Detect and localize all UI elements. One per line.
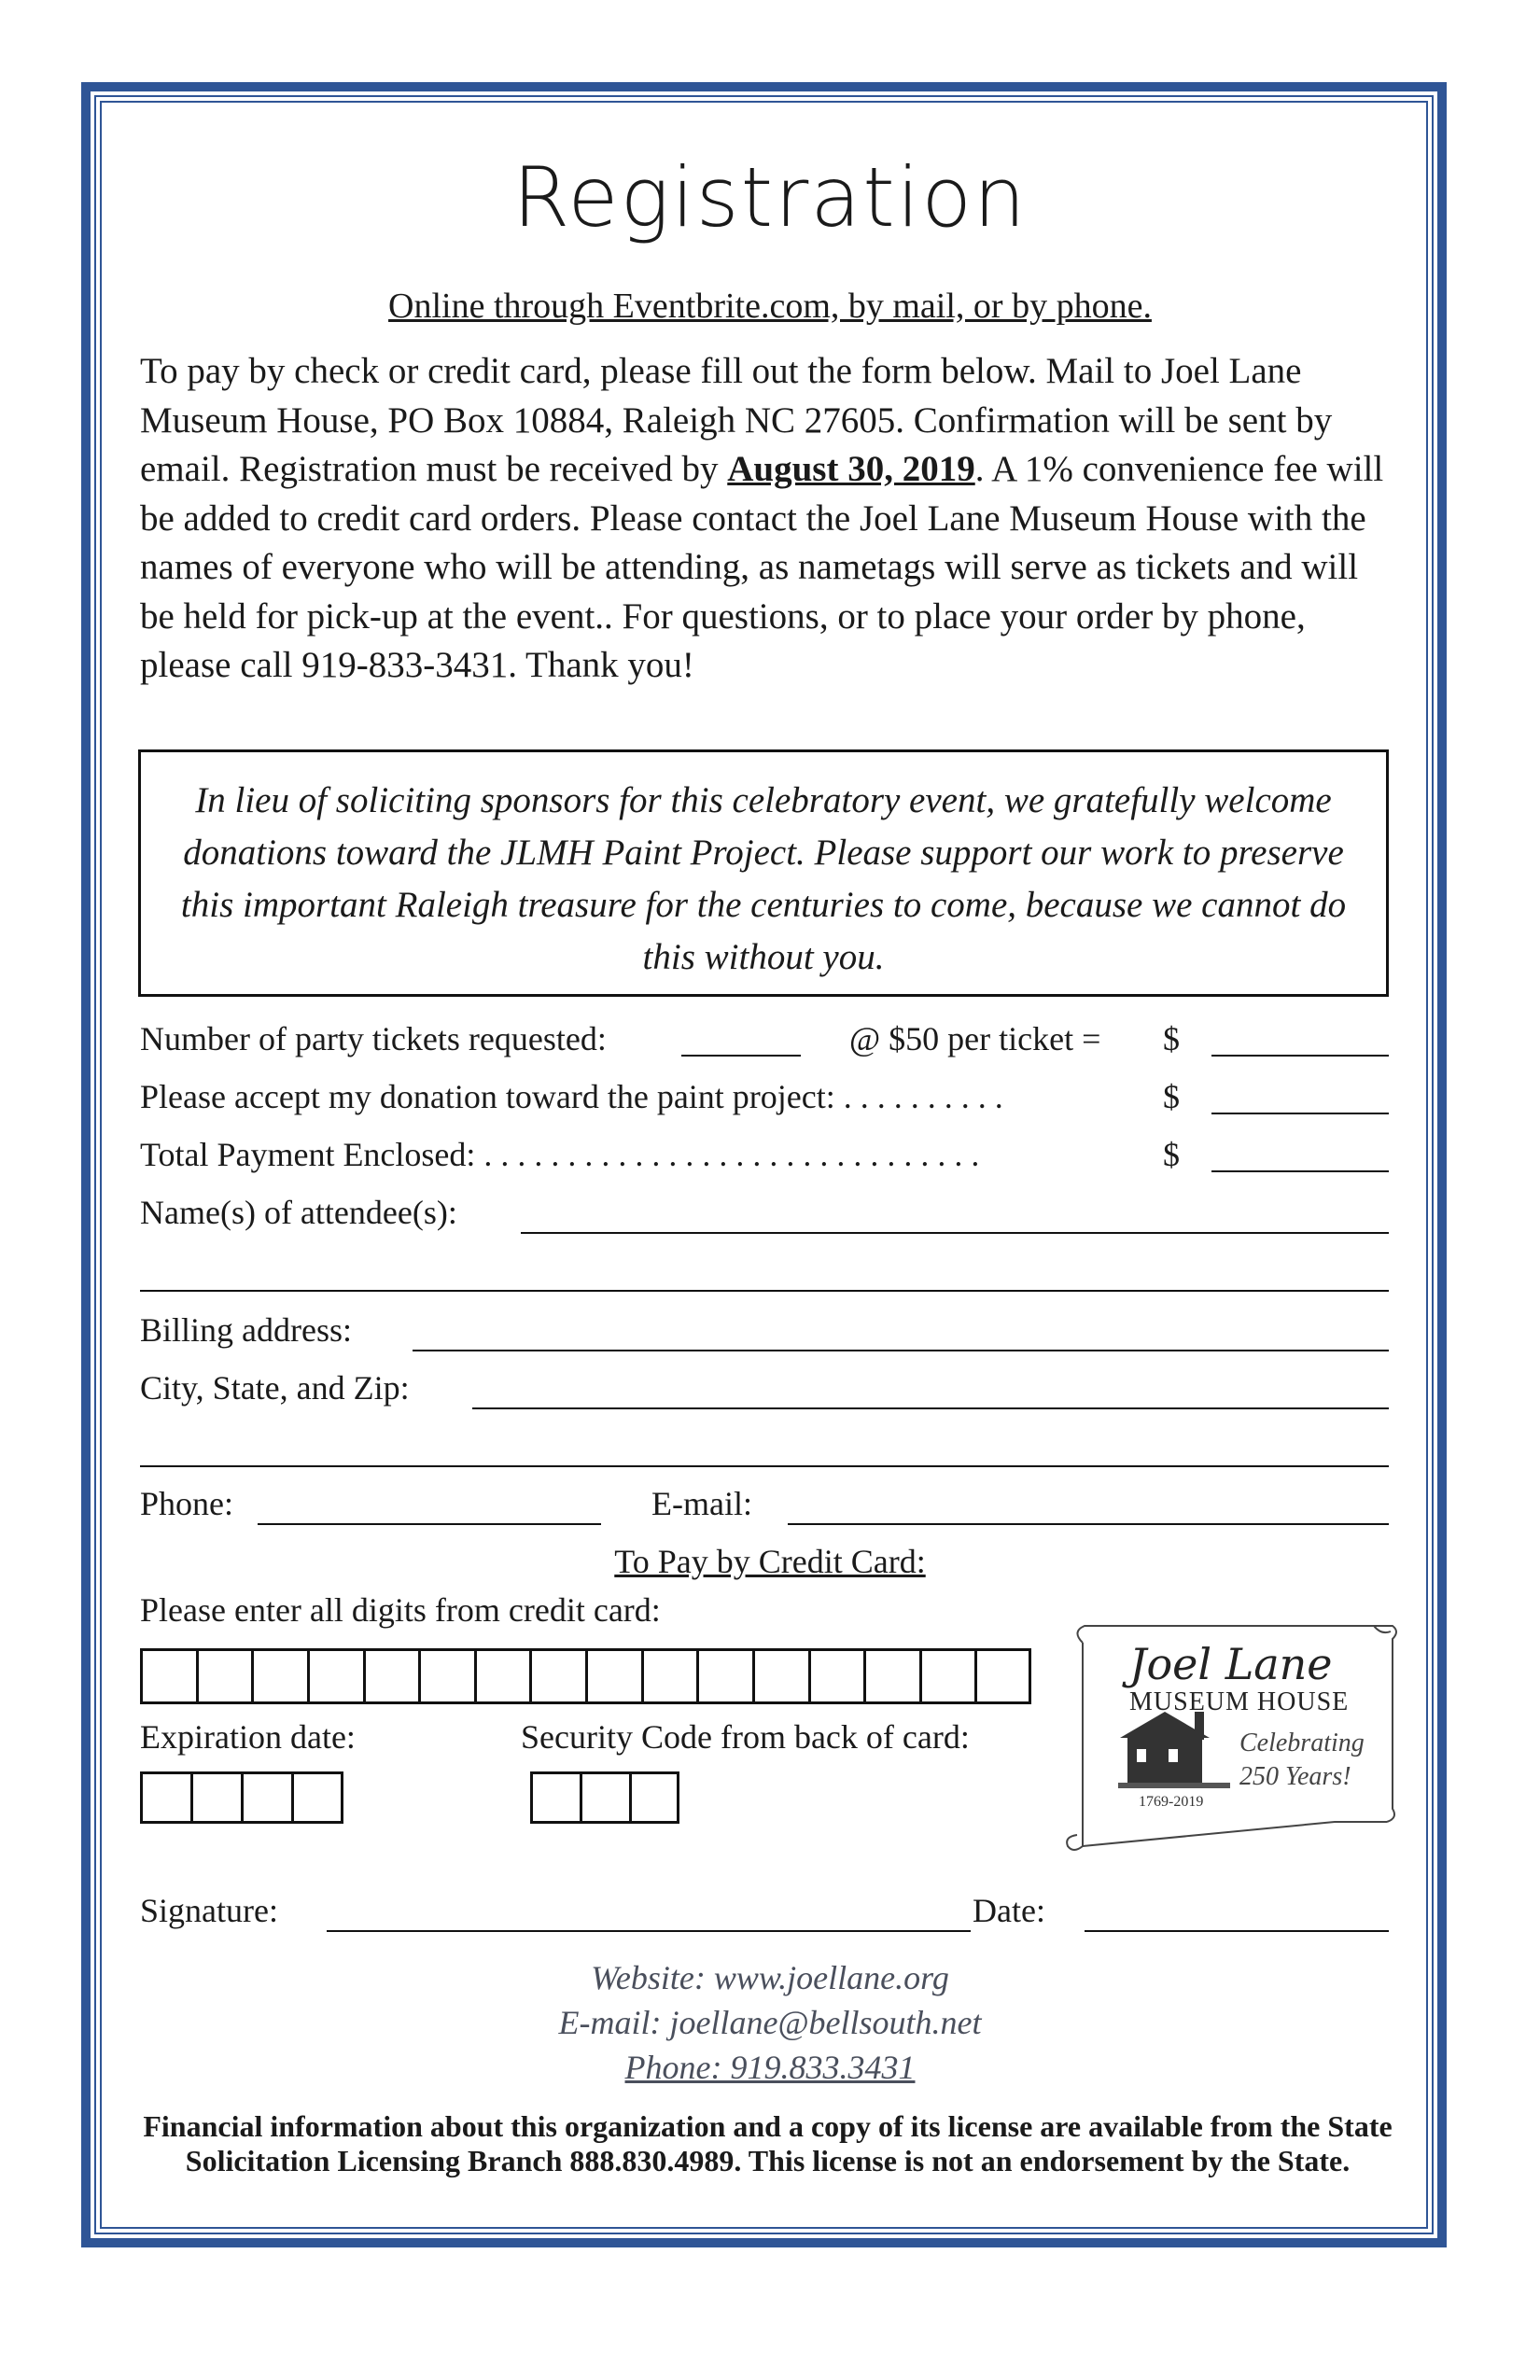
email-field[interactable] xyxy=(788,1484,1389,1525)
logo-dates: 1769-2019 xyxy=(1139,1794,1204,1810)
total-row xyxy=(140,1135,1391,1182)
contact-email[interactable]: E-mail: joellane@bellsouth.net xyxy=(558,2004,982,2041)
signature-field[interactable] xyxy=(327,1891,971,1932)
expiration-label: Expiration date: xyxy=(140,1718,356,1756)
tickets-amount-field[interactable] xyxy=(1211,1019,1389,1057)
intro-text-1: To pay by check or credit card, please fill out the form below. Mail to Joel Lane Museum House, PO Box 10884, Raleigh NC 27605. Confirmation will be sent by email. Registration must be received by xyxy=(140,351,1333,489)
registration-methods: Online through Eventbrite.com, by mail, or by phone. xyxy=(388,287,1152,326)
donation-row xyxy=(140,1077,1391,1124)
licensing-disclaimer: Financial information about this organization and a copy of its license are available from the State Solicitation Licensing Branch 888.830.4989. This license is not an endorsement by the State. xyxy=(143,2109,1393,2177)
donation-note-box: In lieu of soliciting sponsors for this celebratory event, we gratefully welcome donations toward the JLMH Paint Project. Please support our work to preserve this important Raleigh treasure for the centuries to come, because we cannot do this without you. xyxy=(138,749,1389,997)
card-digit-box[interactable] xyxy=(977,1651,1029,1701)
security-digit-box[interactable] xyxy=(533,1774,582,1821)
logo-250-years: 250 Years! xyxy=(1239,1762,1351,1791)
expiration-digit-box[interactable] xyxy=(193,1774,244,1821)
tickets-dollar-sign: $ xyxy=(1163,1020,1180,1057)
security-code-boxes xyxy=(530,1771,679,1824)
intro-text-2: . A 1% convenience fee will be added to credit card orders. Please contact the Joel Lane Museum House with the names of everyone who will be attending, as nametags will serve as tickets and will be held for pick-up at the event.. For questions, or to place your order by phone, please call 919-833-3431. Thank you! xyxy=(140,449,1384,685)
expiration-boxes xyxy=(140,1771,343,1824)
card-digit-box[interactable] xyxy=(644,1651,700,1701)
signature-row xyxy=(140,1891,1391,1938)
attendees-row xyxy=(140,1193,1391,1239)
phone-field[interactable] xyxy=(258,1484,601,1525)
city-row xyxy=(140,1368,1391,1415)
house-silhouette-icon xyxy=(1118,1712,1230,1788)
deadline-date: August 30, 2019 xyxy=(727,449,975,489)
donation-dollar-sign: $ xyxy=(1163,1078,1180,1115)
expiration-digit-box[interactable] xyxy=(294,1774,341,1821)
total-dollar-sign: $ xyxy=(1163,1136,1180,1173)
logo-script-name: Joel Lane xyxy=(1129,1639,1333,1689)
email-label: E-mail: xyxy=(651,1485,752,1522)
tickets-quantity-field[interactable] xyxy=(681,1019,801,1057)
city-label: City, State, and Zip: xyxy=(140,1369,410,1407)
museum-logo xyxy=(1064,1622,1400,1855)
card-digit-box[interactable] xyxy=(199,1651,255,1701)
date-label: Date: xyxy=(973,1892,1045,1929)
tickets-label: Number of party tickets requested: xyxy=(140,1020,607,1057)
contact-website[interactable]: Website: www.joellane.org xyxy=(591,1959,949,1996)
phone-label: Phone: xyxy=(140,1485,234,1522)
donation-label: Please accept my donation toward the paint project: . . . . . . . . . . xyxy=(140,1078,1003,1115)
billing-row xyxy=(140,1310,1391,1357)
card-digit-box[interactable] xyxy=(866,1651,922,1701)
card-digit-box[interactable] xyxy=(532,1651,588,1701)
card-digit-box[interactable] xyxy=(588,1651,644,1701)
ticket-price: @ $50 per ticket = xyxy=(849,1020,1101,1057)
logo-celebrating: Celebrating xyxy=(1239,1729,1365,1757)
card-digit-box[interactable] xyxy=(143,1651,199,1701)
security-code-label: Security Code from back of card: xyxy=(521,1718,970,1756)
card-digit-box[interactable] xyxy=(421,1651,477,1701)
card-digit-box[interactable] xyxy=(366,1651,422,1701)
attendees-field[interactable] xyxy=(521,1193,1389,1234)
security-digit-box[interactable] xyxy=(582,1774,632,1821)
date-field[interactable] xyxy=(1085,1891,1389,1932)
card-digit-box[interactable] xyxy=(699,1651,755,1701)
intro-paragraph xyxy=(140,347,1395,691)
expiration-digit-box[interactable] xyxy=(244,1774,294,1821)
card-digits-label: Please enter all digits from credit card: xyxy=(140,1591,661,1629)
donation-amount-field[interactable] xyxy=(1211,1077,1389,1114)
credit-card-heading: To Pay by Credit Card: xyxy=(614,1543,926,1580)
card-digit-box[interactable] xyxy=(310,1651,366,1701)
contact-phone[interactable]: Phone: 919.833.3431 xyxy=(624,2049,916,2086)
card-digit-box[interactable] xyxy=(755,1651,811,1701)
billing-address-field[interactable] xyxy=(413,1310,1389,1351)
phone-email-row xyxy=(140,1484,1391,1531)
city-state-zip-field[interactable] xyxy=(472,1368,1389,1409)
attendees-field-line-2[interactable] xyxy=(140,1251,1389,1292)
logo-museum-house: MUSEUM HOUSE xyxy=(1129,1687,1350,1716)
card-digit-box[interactable] xyxy=(254,1651,310,1701)
signature-label: Signature: xyxy=(140,1892,278,1929)
total-amount-field[interactable] xyxy=(1211,1135,1389,1172)
total-label: Total Payment Enclosed: . . . . . . . . . . . . . . . . . . . . . . . . . . . . . . xyxy=(140,1136,980,1173)
page-title: Registration xyxy=(512,149,1028,245)
tickets-row xyxy=(140,1019,1391,1066)
expiration-digit-box[interactable] xyxy=(143,1774,193,1821)
card-digit-box[interactable] xyxy=(477,1651,533,1701)
billing-label: Billing address: xyxy=(140,1311,352,1349)
card-number-boxes xyxy=(140,1648,1031,1704)
address-field-line-2[interactable] xyxy=(140,1426,1389,1467)
card-digit-box[interactable] xyxy=(811,1651,867,1701)
card-digit-box[interactable] xyxy=(922,1651,978,1701)
security-digit-box[interactable] xyxy=(632,1774,677,1821)
attendees-label: Name(s) of attendee(s): xyxy=(140,1194,457,1231)
